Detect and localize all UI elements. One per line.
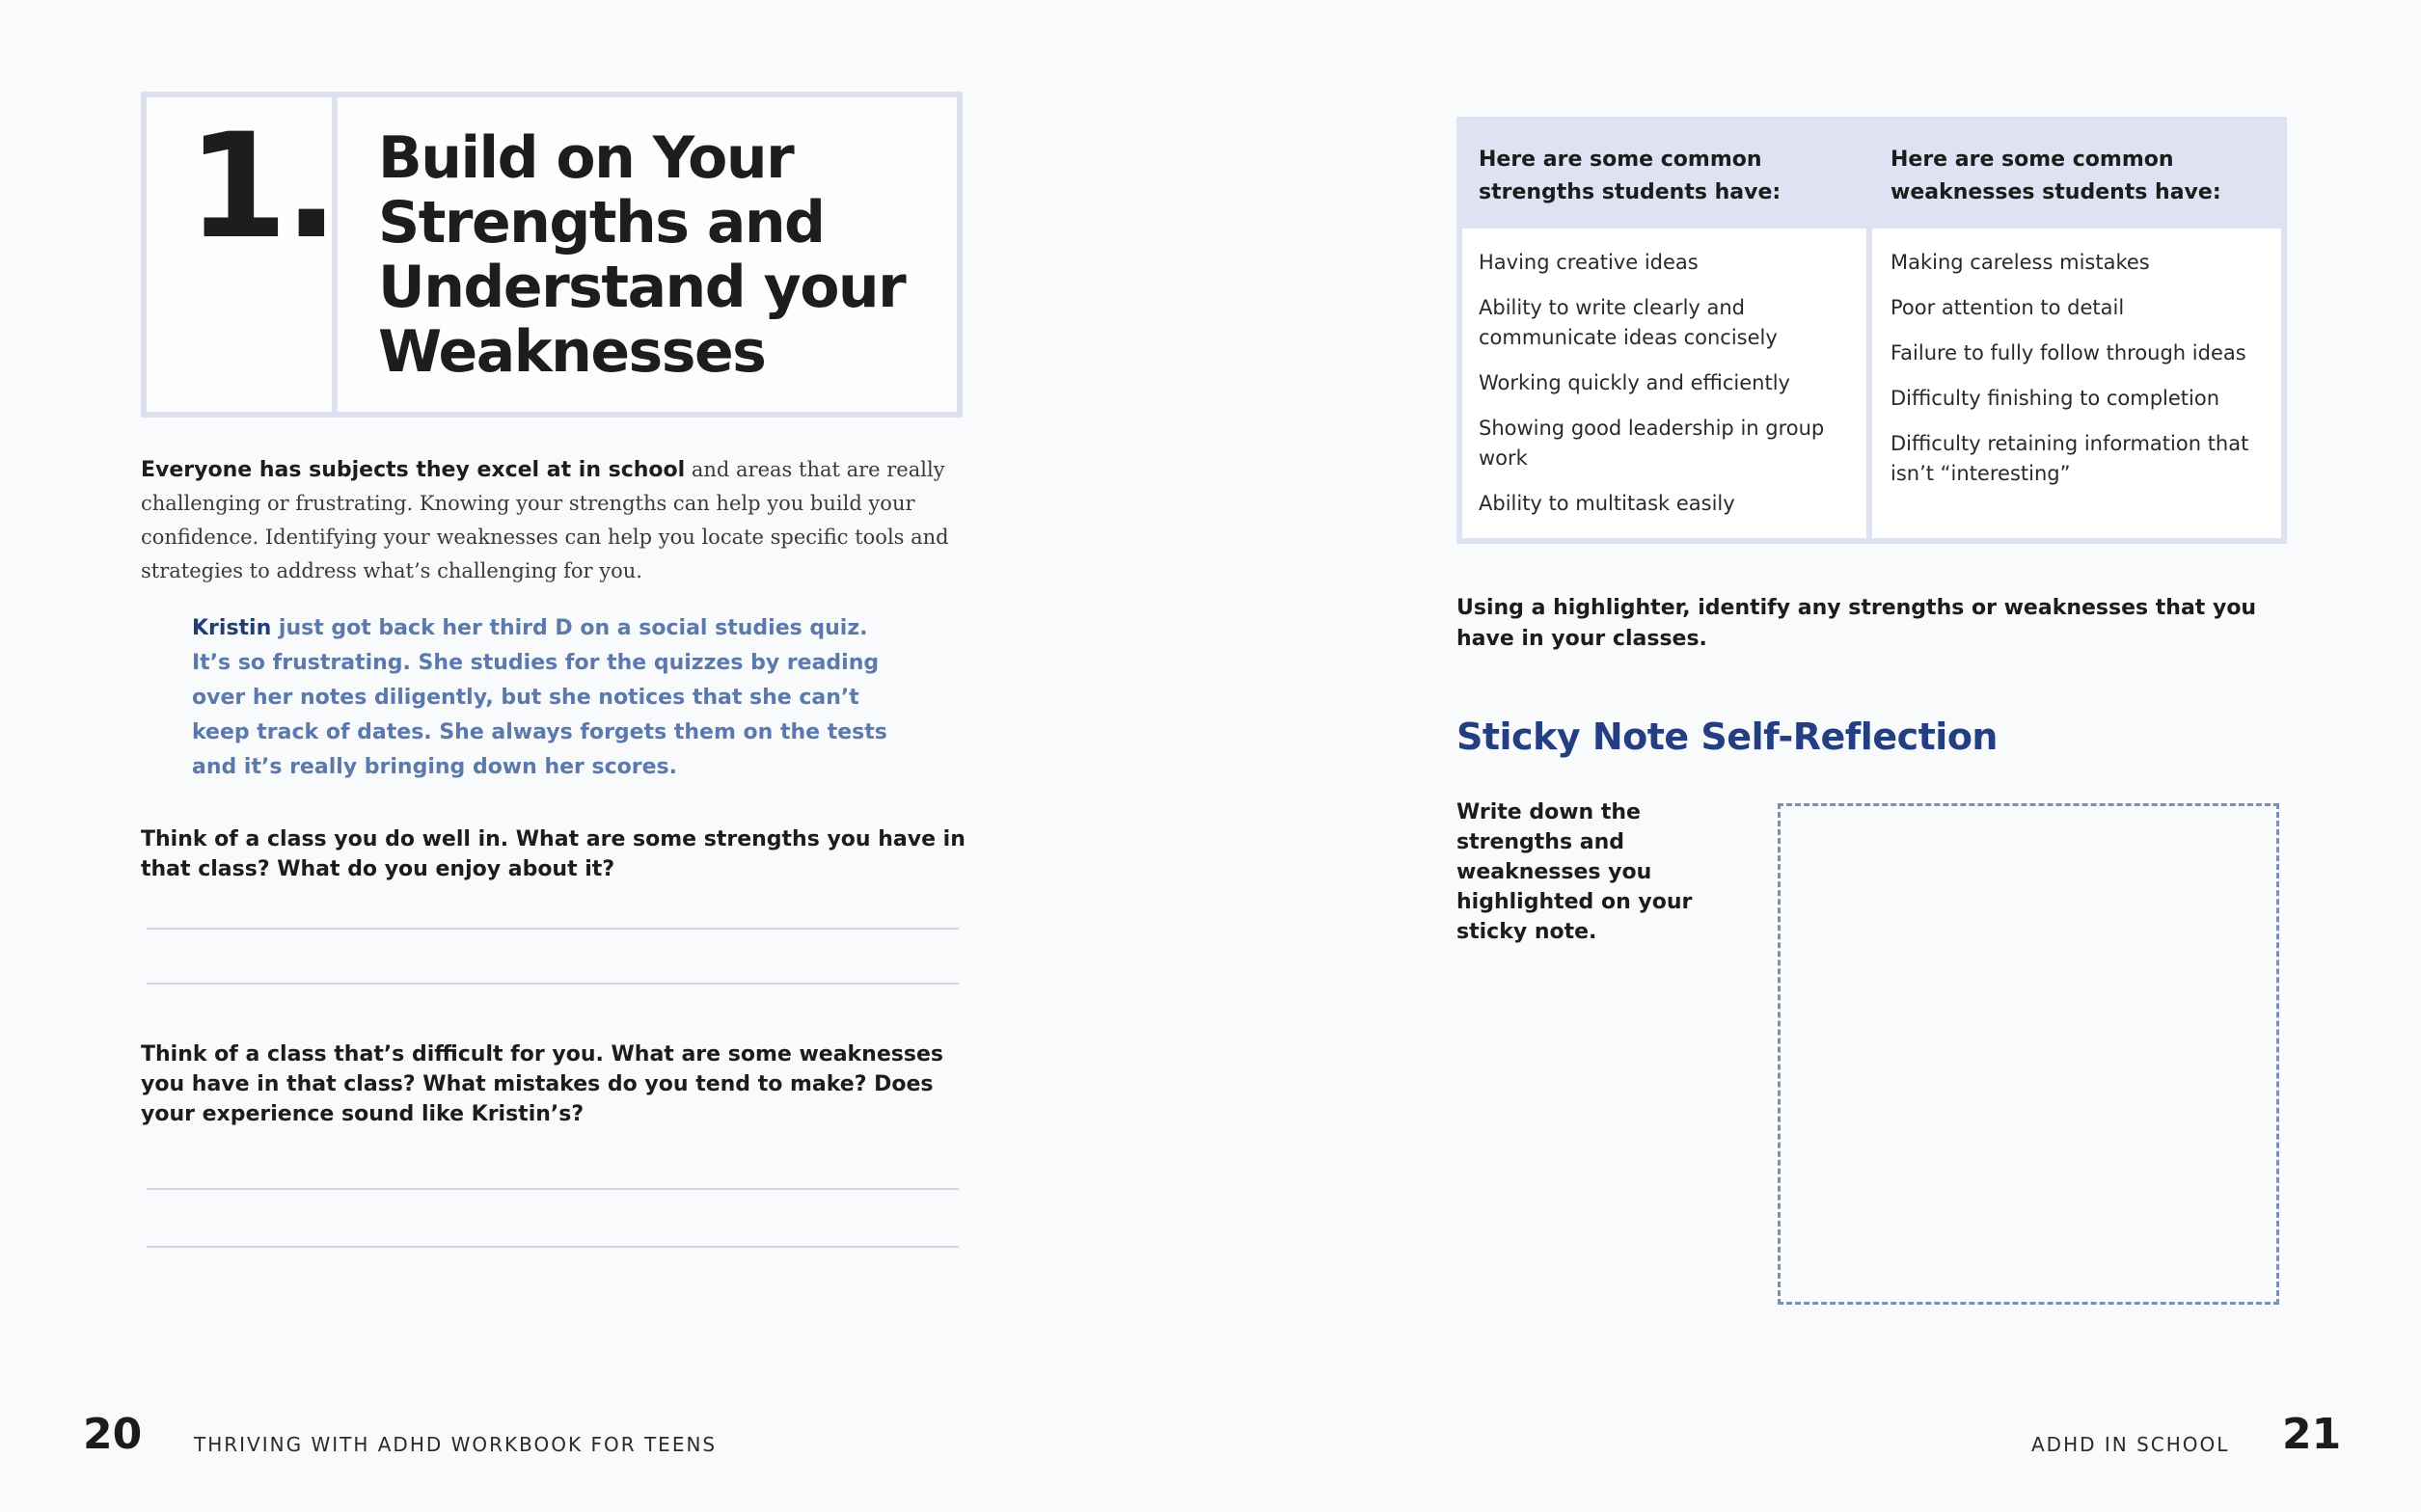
question-weaknesses: Think of a class that’s difficult for you. What are some weaknesses you have in that class? What mistakes do you tend to make? Does your experience sound like Kristin’s? xyxy=(141,1042,943,1126)
weaknesses-header: Here are some common weaknesses students have: xyxy=(1891,148,2221,204)
answer-line-2b[interactable] xyxy=(147,1246,959,1248)
sticky-note-heading: Sticky Note Self-Reflection xyxy=(1456,716,1998,758)
chapter-title: Build on Your Strengths and Understand your Weaknesses xyxy=(378,124,906,386)
strengths-list xyxy=(1479,248,1860,534)
list-item: Making careless mistakes xyxy=(1891,251,2150,274)
story-name: Kristin xyxy=(192,616,272,640)
list-item: Poor attention to detail xyxy=(1891,296,2125,319)
highlighter-instruction: Using a highlighter, identify any strengths or weaknesses that you have in your classes. xyxy=(1456,596,2257,651)
list-item: Ability to multitask easily xyxy=(1479,492,1735,515)
intro-body: and areas that are really challenging or frustrating. Knowing your strengths can help you build your confidence. Identifying your weaknesses can help you locate specific tools and strategies to address what’s challenging for you. xyxy=(141,458,949,582)
intro-lead: Everyone has subjects they excel at in school xyxy=(141,458,686,482)
running-title-left: THRIVING WITH ADHD WORKBOOK FOR TEENS xyxy=(194,1433,718,1456)
weaknesses-list xyxy=(1891,248,2271,504)
intro-paragraph xyxy=(141,453,951,588)
strengths-header: Here are some common strengths students have: xyxy=(1479,148,1782,204)
answer-line-1b[interactable] xyxy=(147,983,959,985)
list-item: Having creative ideas xyxy=(1479,251,1699,274)
table-header-row xyxy=(1462,122,2281,229)
kristin-story xyxy=(192,611,896,785)
list-item: Difficulty finishing to completion xyxy=(1891,387,2220,410)
page-number-right: 21 xyxy=(2282,1410,2342,1459)
list-item: Failure to fully follow through ideas xyxy=(1891,341,2246,364)
sticky-note-instruction: Write down the strengths and weaknesses you highlighted on your sticky note. xyxy=(1456,800,1693,944)
list-item: Ability to write clearly and communicate ideas concisely xyxy=(1479,296,1778,349)
section-number-cell xyxy=(147,97,338,412)
column-divider xyxy=(1866,229,1872,538)
strengths-weaknesses-table xyxy=(1456,117,2287,544)
list-item: Showing good leadership in group work xyxy=(1479,417,1825,470)
chapter-title-box xyxy=(141,92,963,418)
list-item: Working quickly and efficiently xyxy=(1479,371,1790,394)
answer-line-2a[interactable] xyxy=(147,1188,959,1190)
story-text: just got back her third D on a social studies quiz. It’s so frustrating. She studies for the quizzes by reading over her notes diligently, but she notices that she can’t keep track of dates. She always forgets them on the tests and it’s really bringing down her scores. xyxy=(192,616,887,779)
answer-line-1a[interactable] xyxy=(147,928,959,930)
question-strengths: Think of a class you do well in. What are some strengths you have in that class? What do you enjoy about it? xyxy=(141,827,966,881)
section-number: 1. xyxy=(187,103,336,271)
running-title-right: ADHD IN SCHOOL xyxy=(2031,1433,2230,1456)
page-number-left: 20 xyxy=(83,1410,143,1459)
list-item: Difficulty retaining information that isn’t “interesting” xyxy=(1891,432,2249,485)
sticky-note-area[interactable] xyxy=(1778,803,2279,1305)
